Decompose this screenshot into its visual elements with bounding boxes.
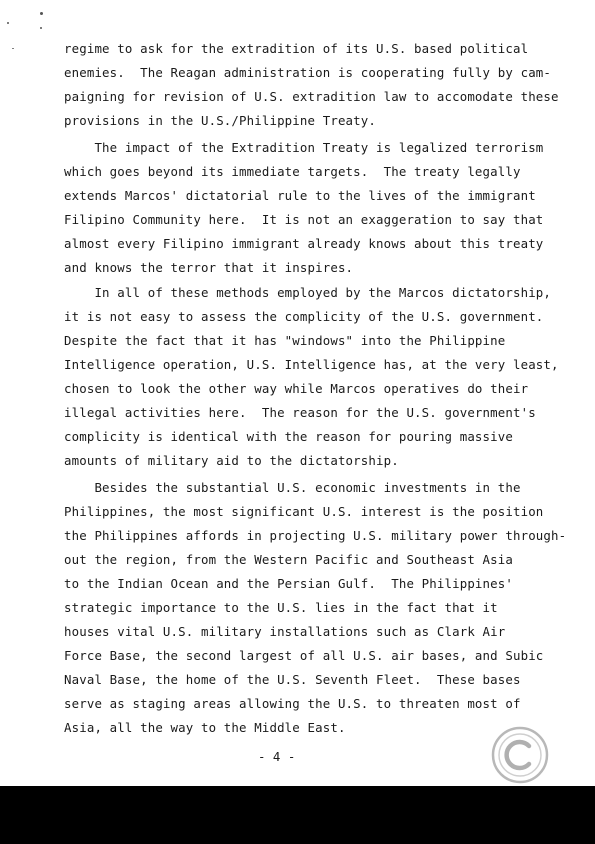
body-text-line: amounts of military aid to the dictatorship. xyxy=(64,453,399,468)
body-text-line: Philippines, the most significant U.S. interest is the position xyxy=(64,504,544,519)
body-text-line: extends Marcos' dictatorial rule to the lives of the immigrant xyxy=(64,188,536,203)
body-text-line: In all of these methods employed by the Marcos dictatorship, xyxy=(64,285,552,300)
body-text-line: almost every Filipino immigrant already knows about this treaty xyxy=(64,236,544,251)
body-text-line: Despite the fact that it has "windows" into the Philippine xyxy=(64,333,506,348)
scan-speck xyxy=(12,48,14,49)
body-text-line: it is not easy to assess the complicity of the U.S. government. xyxy=(64,309,544,324)
body-text-line: to the Indian Ocean and the Persian Gulf. The Philippines' xyxy=(64,576,513,591)
body-text-line: illegal activities here. The reason for the U.S. government's xyxy=(64,405,536,420)
body-text-line: complicity is identical with the reason for pouring massive xyxy=(64,429,513,444)
body-text-line: out the region, from the Western Pacific and Southeast Asia xyxy=(64,552,513,567)
copyright-icon xyxy=(490,725,550,785)
body-text-line: Besides the substantial U.S. economic investments in the xyxy=(64,480,521,495)
body-text-line: enemies. The Reagan administration is cooperating fully by cam- xyxy=(64,65,552,80)
scan-border-bar xyxy=(0,786,595,844)
body-text-line: paigning for revision of U.S. extradition law to accomodate these xyxy=(64,89,559,104)
body-text-line: strategic importance to the U.S. lies in the fact that it xyxy=(64,600,498,615)
page-number: - 4 - xyxy=(258,749,296,764)
body-text-line: which goes beyond its immediate targets. The treaty legally xyxy=(64,164,521,179)
body-text-line: the Philippines affords in projecting U.S. military power through- xyxy=(64,528,567,543)
body-text-line: Intelligence operation, U.S. Intelligence has, at the very least, xyxy=(64,357,559,372)
body-text-line: The impact of the Extradition Treaty is legalized terrorism xyxy=(64,140,544,155)
scan-speck xyxy=(7,22,9,24)
body-text-line: Filipino Community here. It is not an exaggeration to say that xyxy=(64,212,544,227)
body-text-line: Naval Base, the home of the U.S. Seventh Fleet. These bases xyxy=(64,672,521,687)
body-text-line: provisions in the U.S./Philippine Treaty. xyxy=(64,113,377,128)
body-text-line: and knows the terror that it inspires. xyxy=(64,260,354,275)
body-text-line: serve as staging areas allowing the U.S. to threaten most of xyxy=(64,696,521,711)
scan-speck xyxy=(40,27,42,29)
body-text-line: Force Base, the second largest of all U.S. air bases, and Subic xyxy=(64,648,544,663)
body-text-line: regime to ask for the extradition of its U.S. based political xyxy=(64,41,529,56)
body-text-line: Asia, all the way to the Middle East. xyxy=(64,720,346,735)
body-text-line: houses vital U.S. military installations such as Clark Air xyxy=(64,624,506,639)
body-text-line: chosen to look the other way while Marcos operatives do their xyxy=(64,381,529,396)
scan-speck xyxy=(40,12,43,15)
